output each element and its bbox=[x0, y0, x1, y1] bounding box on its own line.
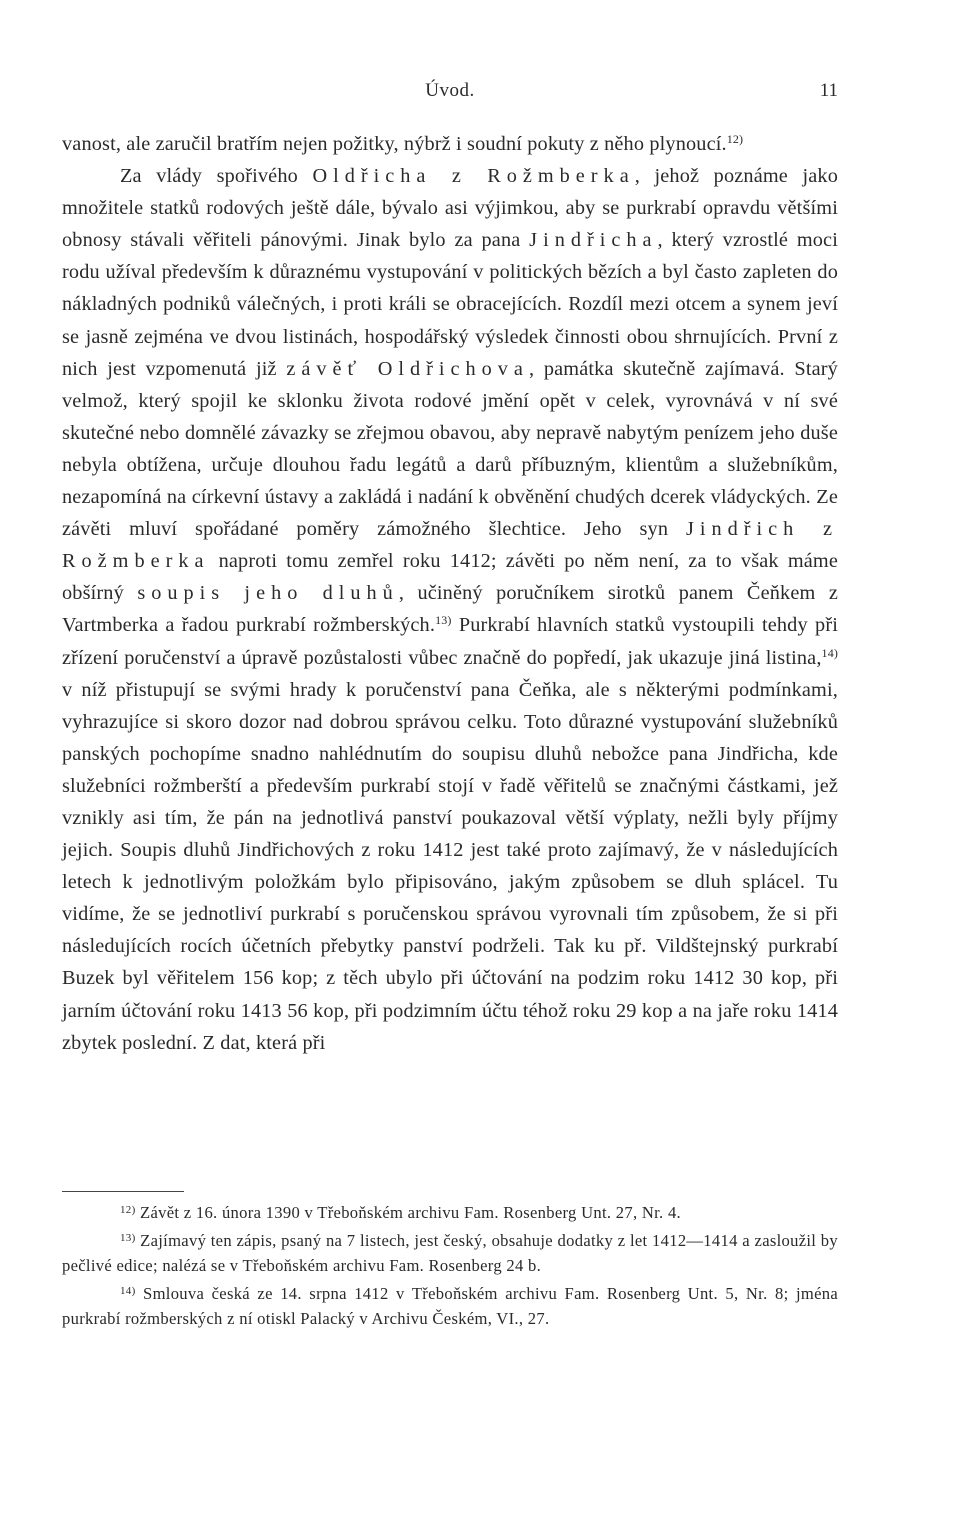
emphasized-name-oldrich: Oldřicha z Rožmberka bbox=[312, 165, 635, 188]
text-segment: , jehož poznáme jako množitele statků rodových ještě dále, bývalo asi výjimkou, aby se purkrabí opravdu většími obnosy stávali věřiteli pánovými. Jinak bylo za pana bbox=[62, 165, 838, 252]
footnote-divider bbox=[62, 1191, 184, 1192]
footnote-text: Závět z 16. února 1390 v Třeboňském archivu Fam. Rosenberg Unt. 27, Nr. 4. bbox=[140, 1203, 681, 1222]
page-number: 11 bbox=[819, 80, 838, 101]
text-segment: , památka skutečně zajímavá. Starý velmož, který spojil ke sklonku života rodové jmění opět v celek, vyrovnává v ní své skutečné nebo domnělé závazky se zřejmou obavou, aby nepravě nabytým penízem jeho duše nebyla obtížena, určuje dlouhou řadu legátů a darů příbuzným, klientům a služebníkům, nezapomíná na církevní ústavy a zakládá i nadání k obvěnění chudých dcerek vládyckých. Ze závěti mluví spořádané poměry zámožného šlechtice. Jeho syn bbox=[62, 357, 838, 541]
text-segment: v níž přistupují se svými hrady k poručenství pana Čeňka, ale s některými podmínkami, vyhrazujíce si skoro dozor nad dobrou správou celku. Toto důrazné vystupování služebníků panských pochopíme snadno nahlédnutím do soupisu dluhů nebožce pana Jindřicha, kde služebníci rožmberští a především purkrabí stojí v řadě věřitelů se značnými částkami, jež vznikly asi tím, že pán na jednotlivá panství poukazoval větší výplaty, nežli byly příjmy jejich. Soupis dluhů Jindřichových z roku 1412 jest také proto zajímavý, že v následujících letech k jednotlivým položkám bylo připisováno, jakým způsobem se dluh splácel. Tu vidíme, že se jednotliví purkrabí s poručenskou správou vyrovnali tím způsobem, že si při následujících rocích účetních přebytky panství podrželi. Tak ku př. Vildštejnský purkrabí Buzek byl věřitelem 156 kop; z těch ubylo při účtování na podzim roku 1412 30 kop, při jarním účtování roku 1413 56 kop, při podzimním účtu téhož roku 29 kop a na jaře roku 1414 zbytek poslední. Z dat, která při bbox=[62, 678, 838, 1054]
footnote-ref-14: 14) bbox=[821, 645, 838, 660]
paragraph-1 bbox=[62, 128, 838, 160]
text-segment: naproti tomu zemřel roku 1412; závěti po něm není, za to však máme obšírný bbox=[62, 550, 838, 605]
emphasized-zavet: závěť Oldřichova bbox=[286, 357, 529, 380]
text-segment: Purkrabí hlavních statků vystoupili tehdy při zřízení poručenství a úpravě pozůstalosti vůbec značně do popředí, jak ukazuje jiná listina, bbox=[62, 614, 839, 669]
footnote-12 bbox=[62, 1201, 838, 1225]
emphasized-name-jindrich-z-rozmberka: Jindřich z Rožmberka bbox=[62, 518, 838, 573]
paragraph-1-text: vanost, ale zaručil bratřím nejen požitky, nýbrž i soudní pokuty z něho plynoucí. bbox=[62, 133, 727, 155]
footnote-text: Smlouva česká ze 14. srpna 1412 v Třeboňském archivu Fam. Rosenberg Unt. 5, Nr. 8; jména purkrabí rožmberských z ní otiskl Palacký v Archivu Českém, VI., 27. bbox=[62, 1284, 838, 1328]
running-title: Úvod. bbox=[425, 80, 475, 101]
main-text bbox=[62, 128, 838, 1059]
footnote-mark: 14) bbox=[120, 1285, 136, 1298]
paragraph-2 bbox=[62, 160, 838, 1059]
text-segment: Za vlády spořivého bbox=[120, 165, 298, 188]
footnote-14 bbox=[62, 1282, 838, 1331]
emphasized-soupis: soupis jeho dluhů bbox=[137, 582, 399, 605]
book-page bbox=[62, 0, 838, 1519]
footnote-mark: 12) bbox=[120, 1204, 136, 1216]
footnote-13 bbox=[62, 1229, 838, 1278]
running-head bbox=[62, 80, 838, 104]
footnote-mark: 13) bbox=[120, 1232, 136, 1245]
footnote-ref-12: 12) bbox=[726, 132, 744, 146]
text-segment: , který vzrostlé moci rodu užíval především k důraznému vystupování v politických bězích a byl často zapleten do nákladných podniků válečných, i proti králi se obracejících. Rozdíl mezi otcem a synem jeví se jasně zejména ve dvou listinách, hospodářský výsledek činnosti obou shrnujících. První z nich jest vzpomenutá již bbox=[62, 229, 838, 380]
text-segment: , učiněný poručníkem sirotků panem Čeňkem z Vartmberka a řadou purkrabí rožmberských. bbox=[62, 582, 838, 637]
footnote-ref-13: 13) bbox=[435, 613, 452, 628]
footnotes bbox=[62, 1201, 838, 1335]
footnote-text: Zajímavý ten zápis, psaný na 7 listech, jest český, obsahuje dodatky z let 1412—1414 a zasloužil by pečlivé edice; nalézá se v Třeboňském archivu Fam. Rosenberg 24 b. bbox=[62, 1231, 838, 1275]
emphasized-name-jindrich: Jindřicha bbox=[529, 229, 658, 252]
